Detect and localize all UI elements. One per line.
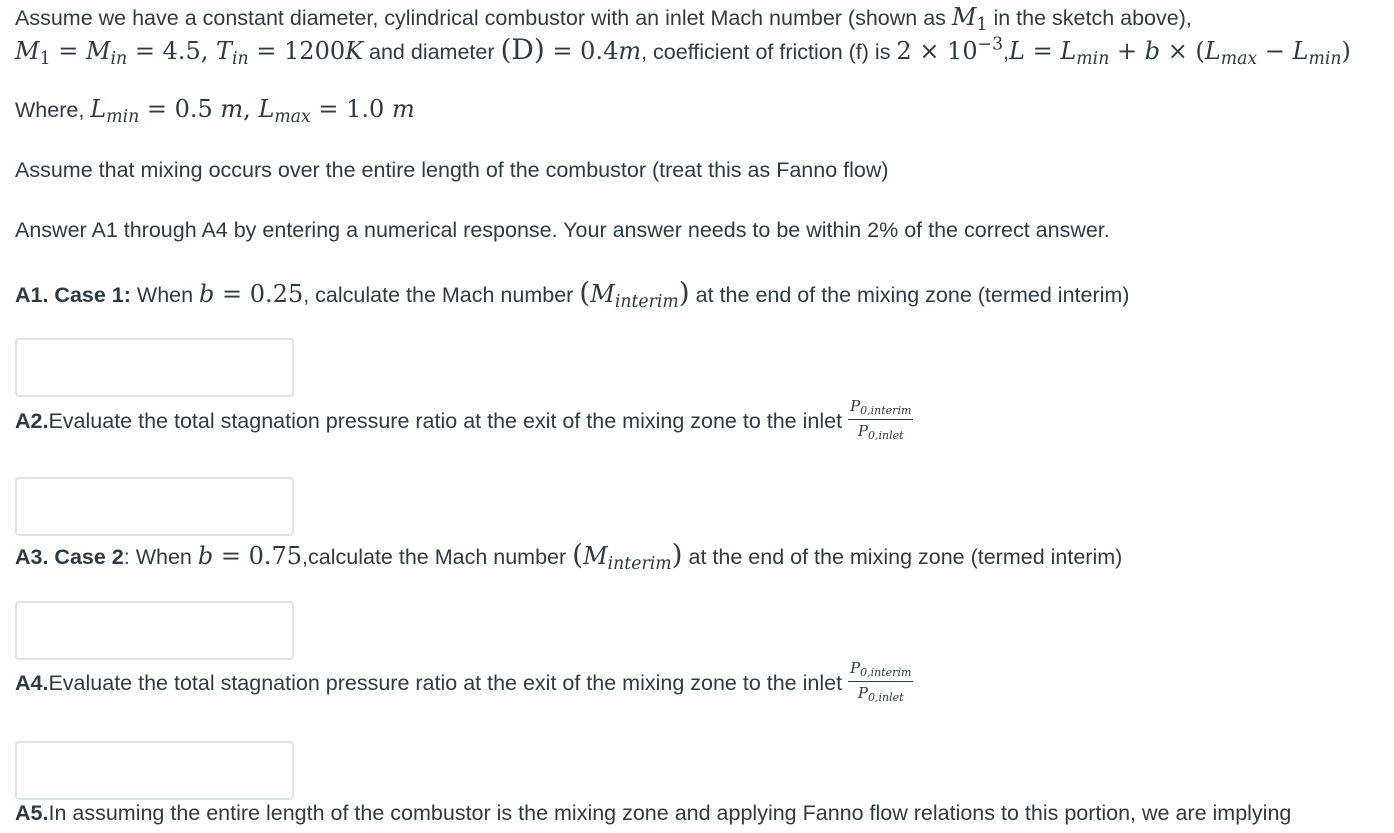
question-a5-label: A5.: [15, 801, 49, 825]
answer-a3-input[interactable]: [15, 601, 294, 660]
math-length-formula: $L = L_{min} + b \times (L_{max} - L_{min})$: [1009, 37, 1351, 70]
math-friction: $2 \times 10^{-3}$: [896, 34, 1004, 65]
instructions: Answer A1 through A4 by entering a numerical response. Your answer needs to be within 2% of the correct answer.: [15, 218, 1110, 242]
math-lmin-lmax: $L_{min} = 0.5$ m, $L_{max} = 1.0$ m: [90, 95, 415, 128]
mixing-assumption: Assume that mixing occurs over the entire length of the combustor (treat this as Fanno flow): [15, 158, 889, 182]
question-a5: A5.In assuming the entire length of the combustor is the mixing zone and applying Fanno flow relations to this portion, we are implying: [15, 801, 1292, 825]
answer-a2-input[interactable]: [15, 477, 294, 536]
question-a3-label: A3. Case 2: [15, 545, 124, 569]
math-b-case1: b = 0.25: [199, 280, 304, 308]
pressure-ratio-fraction-a2: $\frac{\text{P0,interim}}{\text{P0,inlet}}$: [850, 397, 912, 442]
question-a3: A3. Case 2: When b = 0.75,calculate the Mach number $(M_{interim})$ at the end of the mixing zone (termed interim): [15, 538, 1123, 575]
intro-line-1: [15, 3, 1192, 36]
question-a4: A4.Evaluate the total stagnation pressure ratio at the exit of the mixing zone to the inlet $\frac{\text{P0,interim}}{\text{P0,inlet}}$: [15, 659, 912, 704]
question-a2-label: A2.: [15, 409, 49, 434]
question-a2: A2.Evaluate the total stagnation pressure ratio at the exit of the mixing zone to the inlet $\frac{\text{P0,interim}}{\text{P0,inlet}}$: [15, 397, 912, 442]
math-b-case2: b = 0.75: [197, 542, 303, 570]
intro-text-1b: in the sketch above),: [987, 6, 1192, 30]
answer-a4-input[interactable]: [15, 741, 294, 800]
intro-text-1a: Assume we have a constant diameter, cylindrical combustor with an inlet Mach number (shown as: [15, 6, 952, 30]
intro-friction-text: , coefficient of friction (f) is: [641, 40, 897, 64]
question-a1-label: A1. Case 1:: [15, 283, 131, 307]
question-a1: A1. Case 1: When b = 0.25, calculate the Mach number $(M_{interim})$ at the end of the mixing zone (termed interim): [15, 276, 1130, 313]
intro-line-2: $M_1 = M_{in} = 4.5$, $T_{in} = 1200K$ and diameter (D) = 0.4m, coefficient of friction (f) is $2 \times 10^{-3},L = L_{min} + b \times (L_{max} - L_{min})$: [15, 33, 1351, 70]
math-minterim-1: $(M_{interim})$: [579, 276, 690, 313]
math-m1: $M_1$: [951, 3, 988, 36]
pressure-ratio-fraction-a4: $\frac{\text{P0,interim}}{\text{P0,inlet}}$: [850, 659, 912, 704]
where-label: Where,: [15, 98, 91, 122]
question-a4-label: A4.: [15, 671, 49, 696]
math-diameter: (D) = 0.4m: [500, 33, 642, 66]
math-m1-eq: $M_1 = M_{in} = 4.5$, $T_{in} = 1200K$: [15, 37, 364, 70]
answer-a1-input[interactable]: [15, 338, 294, 397]
math-minterim-2: $(M_{interim})$: [572, 538, 683, 575]
intro-diameter-text: and diameter: [363, 40, 501, 64]
where-line: [15, 95, 415, 128]
